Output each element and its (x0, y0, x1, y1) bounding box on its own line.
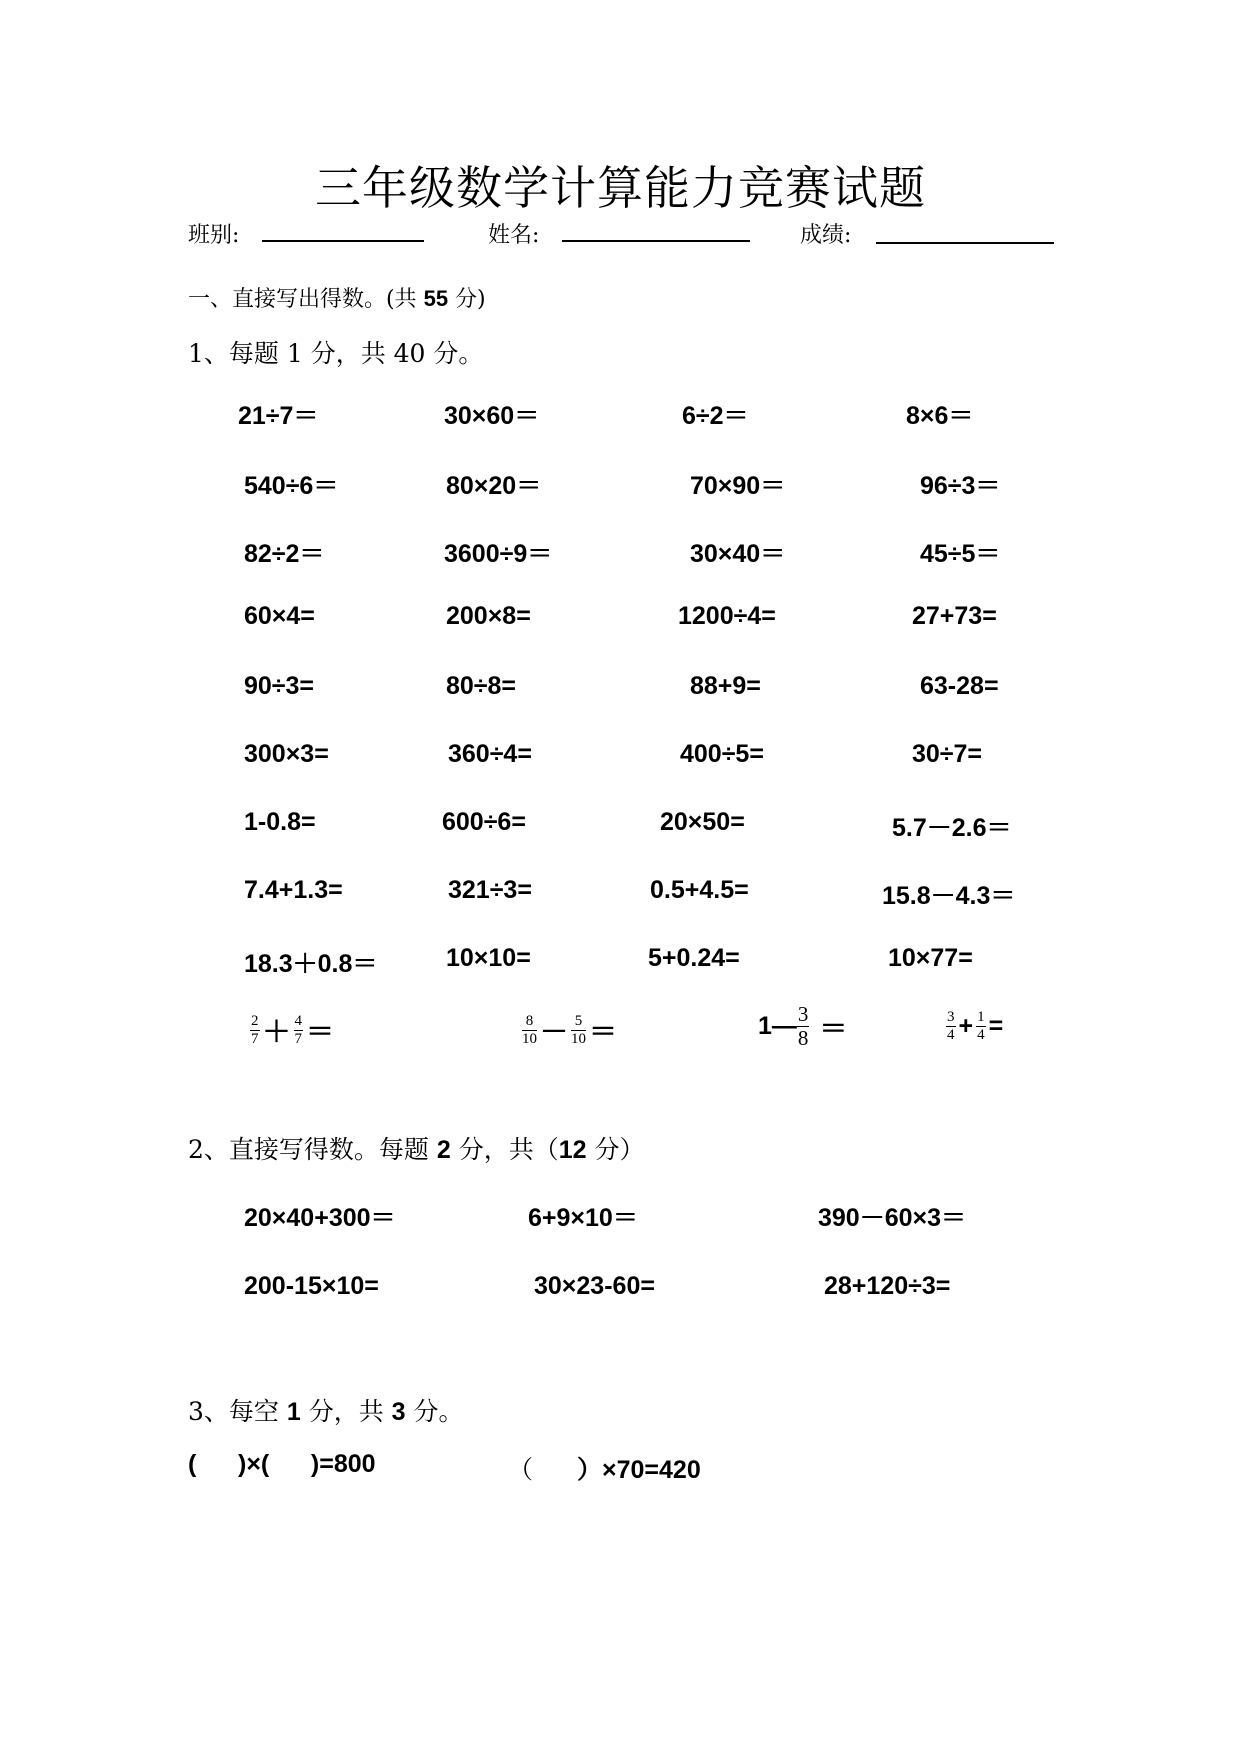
fraction: $\frac{8}{10}$ (522, 1012, 537, 1047)
problem-4-1: 60×4= (244, 602, 315, 630)
part2-heading: 2、直接写得数。每题 2 分，共（12 分） (188, 1135, 645, 1164)
problem-4-3: 1200÷4= (678, 602, 776, 630)
fraction: $\frac{3}{8}$ (797, 1002, 809, 1050)
fraction: $\frac{4}{7}$ (294, 1012, 303, 1047)
problem-7-4: 5.7－2.6＝ (892, 814, 1012, 842)
section1-prefix: 一、直接写出得数。(共 (188, 287, 424, 312)
problem-9-2: 10×10= (446, 944, 531, 972)
problem-6-1: 300×3= (244, 740, 329, 768)
part2-problem-1-3: 390－60×3＝ (818, 1204, 967, 1232)
part3-question-1: ( )×( )=800 (188, 1450, 376, 1478)
problem-6-4: 30÷7= (912, 740, 983, 768)
problem-3-4: 45÷5＝ (920, 540, 1001, 568)
part3-heading: 3、每空 1 分，共 3 分。 (188, 1397, 464, 1426)
problem-1-2: 30×60＝ (444, 402, 540, 430)
fraction: $\frac{2}{7}$ (251, 1012, 259, 1047)
problem-8-1: 7.4+1.3= (244, 876, 343, 904)
problem-5-4: 63-28= (920, 672, 999, 700)
part2-problem-2-1: 200-15×10= (244, 1272, 379, 1300)
score-label: 成绩: (800, 223, 852, 248)
part2-problem-1-1: 20×40+300＝ (244, 1204, 396, 1232)
problem-3-3: 30×40＝ (690, 540, 786, 568)
problem-2-2: 80×20＝ (446, 472, 542, 500)
class-label: 班别: (188, 223, 240, 248)
problem-2-1: 540÷6＝ (244, 472, 339, 500)
problem-2-4: 96÷3＝ (920, 472, 1001, 500)
name-blank[interactable] (562, 240, 750, 242)
part1-heading: 1、每题 1 分，共 40 分。 (188, 339, 484, 368)
problem-2-3: 70×90＝ (690, 472, 786, 500)
section1-heading (188, 282, 486, 313)
fraction-expr-1: $\frac{2}{7}$ ＋ $\frac{4}{7}$ ＝ (251, 1012, 335, 1048)
score-blank[interactable] (876, 242, 1054, 244)
problem-9-1: 18.3＋0.8＝ (244, 950, 378, 978)
problem-7-1: 1-0.8= (244, 808, 316, 836)
problem-9-3: 5+0.24= (648, 944, 740, 972)
problem-6-2: 360÷4= (448, 740, 532, 768)
problem-1-4: 8×6＝ (906, 402, 974, 430)
part2-problem-1-2: 6+9×10＝ (528, 1204, 638, 1232)
problem-8-4: 15.8－4.3＝ (882, 882, 1016, 910)
problem-8-2: 321÷3= (448, 876, 532, 904)
problem-5-1: 90÷3= (244, 672, 315, 700)
fraction: $\frac{3}{4}$ (947, 1009, 955, 1043)
problem-1-1: 21÷7＝ (238, 402, 319, 430)
section1-suffix: 分) (448, 287, 486, 312)
page-title: 三年级数学计算能力竞赛试题 (315, 161, 926, 215)
problem-3-2: 3600÷9＝ (444, 540, 553, 568)
fraction: $\frac{1}{4}$ (977, 1009, 985, 1043)
fraction-expr-4: $\frac{3}{4}$ + $\frac{1}{4}$ = (947, 1009, 1004, 1043)
part2-problem-2-2: 30×23-60= (534, 1272, 655, 1300)
problem-9-4: 10×77= (888, 944, 973, 972)
part2-problem-2-3: 28+120÷3= (824, 1272, 951, 1300)
problem-6-3: 400÷5= (680, 740, 764, 768)
class-blank[interactable] (262, 240, 424, 242)
part3-question-2: （ ）×70=420 (508, 1455, 701, 1484)
problem-5-2: 80÷8= (446, 672, 517, 700)
fraction: $\frac{5}{10}$ (571, 1012, 587, 1047)
fraction-expr-3: 1— $\frac{3}{8}$ ＝ (758, 1002, 848, 1050)
name-label: 姓名: (488, 223, 540, 248)
problem-4-4: 27+73= (912, 602, 997, 630)
problem-7-2: 600÷6= (442, 808, 526, 836)
problem-1-3: 6÷2＝ (682, 402, 749, 430)
fraction-expr-2: $\frac{8}{10}$ － $\frac{5}{10}$ ＝ (522, 1012, 618, 1048)
problem-3-1: 82÷2＝ (244, 540, 325, 568)
section1-points: 55 (423, 286, 449, 311)
problem-8-3: 0.5+4.5= (650, 876, 749, 904)
problem-4-2: 200×8= (446, 602, 531, 630)
problem-5-3: 88+9= (690, 672, 761, 700)
problem-7-3: 20×50= (660, 808, 745, 836)
